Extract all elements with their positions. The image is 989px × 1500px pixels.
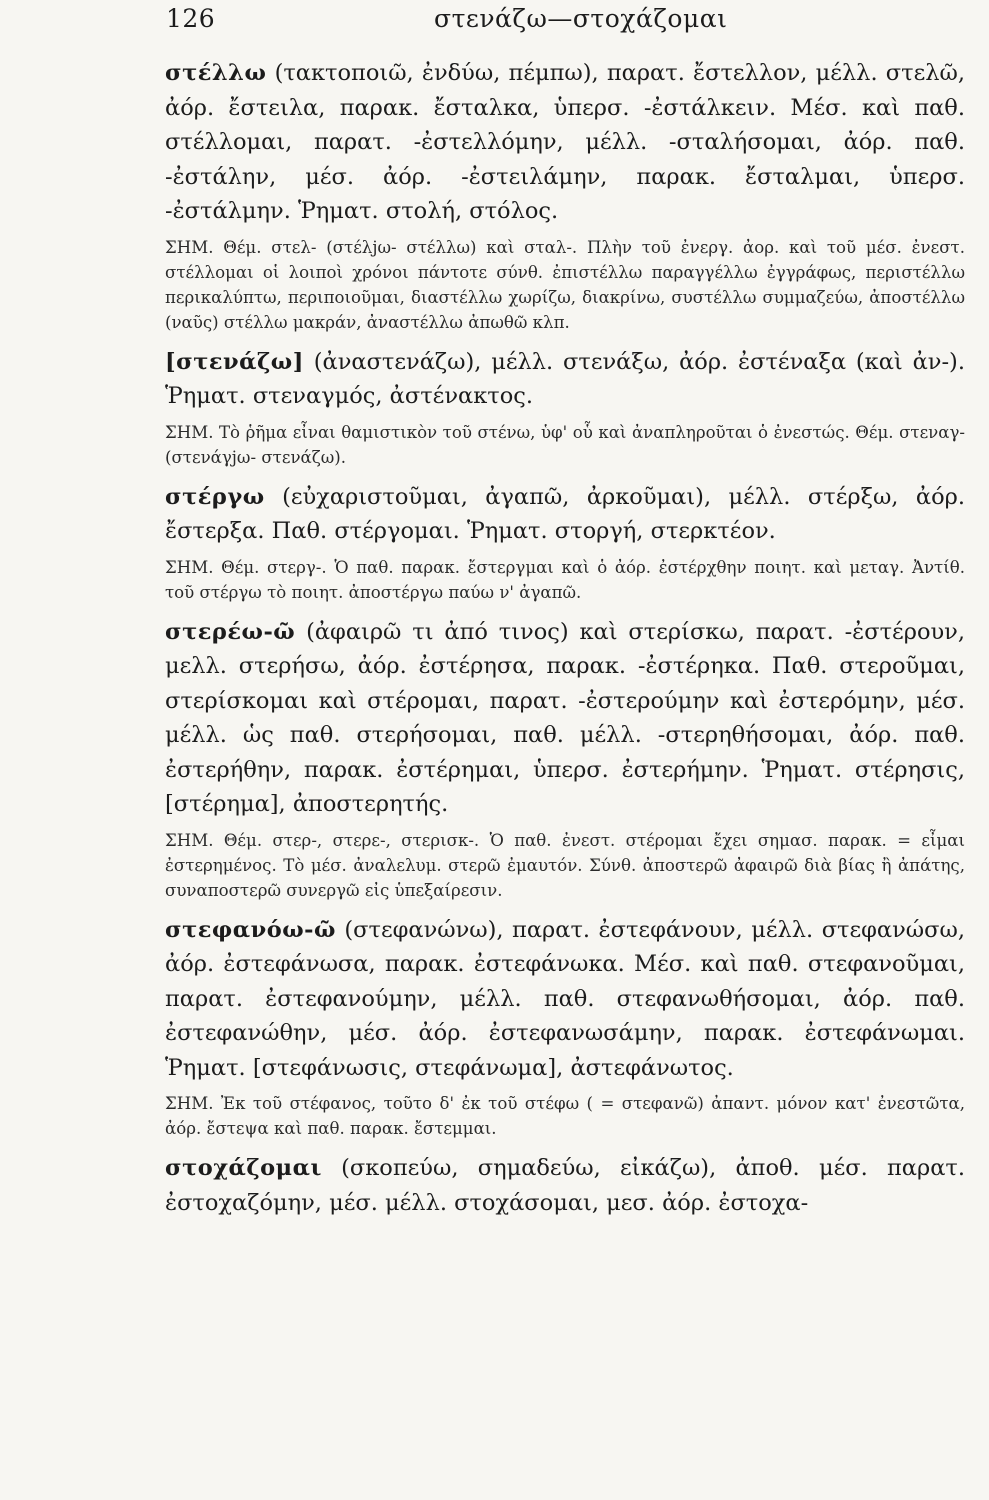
entry-headword: στέργω	[165, 483, 265, 510]
entry-text: (σκοπεύω, σημαδεύω, εἰκάζω), ἀποθ. μέσ. παρατ. ἐστοχαζόμην, μέσ. μέλλ. στοχάσομαι, μεσ. ἀόρ. ἐστοχα-	[165, 1155, 965, 1216]
entry-headword: στερέω-ῶ	[165, 618, 296, 645]
entry-note: ΣΗΜ. Ἐκ τοῦ στέφανος, τοῦτο δ' ἐκ τοῦ στέφω ( = στεφανῶ) ἀπαντ. μόνον κατ' ἐνεστῶτα, ἀόρ. ἔστεψα καὶ παθ. παρακ. ἔστεμμαι.	[165, 1094, 965, 1138]
entry-text: (τακτοποιῶ, ἐνδύω, πέμπω), παρατ. ἔστελλον, μέλλ. στελῶ, ἀόρ. ἔστειλα, παρακ. ἔσταλκα, ὑπερσ. -ἐστάλκειν. Μέσ. καὶ παθ. στέλλομαι, παρατ. -ἐστελλόμην, μέλλ. -σταλήσομαι, ἀόρ. παθ. -ἐστάλην, μέσ. ἀόρ. -ἐστειλάμην, παρακ. ἔσταλμαι, ὑπερσ. -ἐστάλμην. Ῥηματ. στολή, στόλος.	[165, 60, 965, 224]
entry-note: ΣΗΜ. Τὸ ῥῆμα εἶναι θαμιστικὸν τοῦ στένω, ὑφ' οὗ καὶ ἀναπληροῦται ὁ ἐνεστώς. Θέμ. στεναγ- (στενάγjω- στενάζω).	[165, 422, 965, 467]
entry-headword: στεφανόω-ῶ	[165, 916, 336, 943]
entry-headword: στέλλω	[165, 60, 267, 86]
entry-headword: στοχάζομαι	[165, 1155, 322, 1181]
entry-note: ΣΗΜ. Θέμ. στελ- (στέλjω- στέλλω) καὶ σταλ-. Πλὴν τοῦ ἐνεργ. ἀορ. καὶ τοῦ μέσ. ἐνεστ. στέλλομαι οἱ λοιποὶ χρόνοι πάντοτε σύνθ. ἐπιστέλλω παραγγέλλω ἐγγράφως, περιστέλλω περικαλύπτω, περιποιοῦμαι, διαστέλλω χωρίζω, διακρίνω, συστέλλω συμμαζεύω, ἀποστέλλω (ναῦς) στέλλω μακράν, ἀναστέλλω ἀπωθῶ κλπ.	[165, 237, 965, 332]
page-body	[165, 56, 965, 1220]
entry-stergo	[165, 480, 965, 549]
entry-stenazo	[165, 345, 965, 414]
entry-text: (στεφανώνω), παρατ. ἐστεφάνουν, μέλλ. στεφανώσω, ἀόρ. ἐστεφάνωσα, παρακ. ἐστεφάνωκα. Μέσ. καὶ παθ. στεφανοῦμαι, παρατ. ἐστεφανούμην, μέλλ. παθ. στεφανωθήσομαι, ἀόρ. παθ. ἐστεφανώθην, μέσ. ἀόρ. ἐστεφανωσάμην, παρακ. ἐστεφάνωμαι. Ῥηματ. [στεφάνωσις, στεφάνωμα], ἀστεφάνωτος.	[165, 916, 965, 1081]
entry-headword: [στενάζω]	[165, 348, 304, 375]
entry-stereo	[165, 615, 965, 822]
entry-text: (ἀφαιρῶ τι ἀπό τινος) καὶ στερίσκω, παρατ. -ἐστέρουν, μελλ. στερήσω, ἀόρ. ἐστέρησα, παρακ. -ἐστέρηκα. Παθ. στεροῦμαι, στερίσκομαι καὶ στέρομαι, παρατ. -ἐστερούμην καὶ ἐστερόμην, μέσ. μέλλ. ὡς παθ. στερήσομαι, παθ. μέλλ. -στερηθήσομαι, ἀόρ. παθ. ἐστερήθην, παρακ. ἐστέρημαι, ὑπερσ. ἐστερήμην. Ῥηματ. στέρησις, [στέρημα], ἀποστερητής.	[165, 618, 965, 817]
entry-text: (εὐχαριστοῦμαι, ἀγαπῶ, ἀρκοῦμαι), μέλλ. στέρξω, ἀόρ. ἔστερξα. Παθ. στέργομαι. Ῥηματ. στοργή, στερκτέον.	[165, 483, 965, 544]
page-number: 126	[166, 4, 216, 33]
entry-note: ΣΗΜ. Θέμ. στερ-, στερε-, στερισκ-. Ὁ παθ. ἐνεστ. στέρομαι ἔχει σημασ. παρακ. = εἶμαι ἐστερημένος. Τὸ μέσ. ἀναλελυμ. στερῶ ἐμαυτόν. Σύνθ. ἀποστερῶ ἀφαιρῶ διὰ βίας ἢ ἀπάτης, συναποστερῶ συνεργῶ εἰς ὑπεξαίρεσιν.	[165, 830, 965, 900]
entry-stefanoo	[165, 913, 965, 1086]
entry-stochazomai	[165, 1151, 965, 1220]
entry-note: ΣΗΜ. Θέμ. στεργ-. Ὁ παθ. παρακ. ἔστεργμαι καὶ ὁ ἀόρ. ἐστέρχθην ποιητ. καὶ μεταγ. Ἀντίθ. τοῦ στέργω τὸ ποιητ. ἀποστέργω παύω ν' ἀγαπῶ.	[165, 557, 965, 602]
entry-stello	[165, 56, 965, 229]
entry-text: (ἀναστενάζω), μέλλ. στενάξω, ἀόρ. ἐστέναξα (καὶ ἀν-). Ῥηματ. στεναγμός, ἀστένακτος.	[165, 348, 965, 409]
page-header	[0, 0, 989, 40]
running-head: στενάζω—στοχάζομαι	[434, 4, 728, 33]
